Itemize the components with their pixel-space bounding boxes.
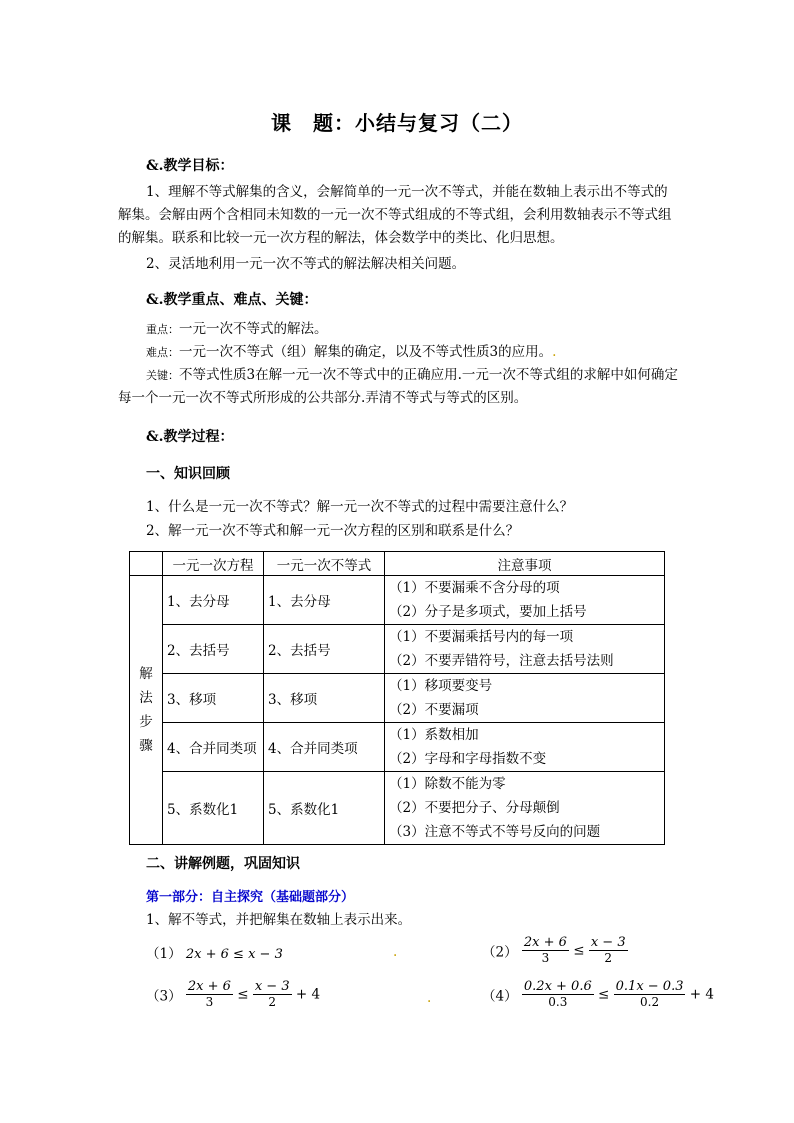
fraction: $\frac{x - 3}{2}$ (254, 979, 290, 1009)
step-notes: （1）系数相加 （2）字母和字母指数不变 (385, 723, 665, 772)
steps-table (129, 551, 665, 845)
header-equation: 一元一次方程 (163, 552, 264, 576)
difficulty-text: 一元一次不等式（组）解集的确定，以及不等式性质3的应用。 (179, 344, 553, 360)
section-2-heading: 二、讲解例题，巩固知识 (146, 856, 300, 872)
step-inequality: 4、合并同类项 (264, 723, 385, 772)
key-label: 关键： (146, 369, 179, 382)
step-inequality: 2、去括号 (264, 625, 385, 674)
goals-heading: &.教学目标： (146, 158, 234, 174)
fraction: $\frac{2x + 6}{3}$ (523, 935, 567, 965)
step-notes: （1）移项要变号 （2）不要漏项 (385, 674, 665, 723)
table-row (130, 772, 665, 845)
focus-label: 重点： (146, 323, 179, 336)
step-inequality: 3、移项 (264, 674, 385, 723)
step-notes: （1）除数不能为零 （2）不要把分子、分母颠倒 （3）注意不等式不等号反向的问题 (385, 772, 665, 845)
fraction: $\frac{0.1x - 0.3}{0.2}$ (615, 979, 684, 1009)
process-heading: &.教学过程： (146, 429, 234, 445)
header-inequality: 一元一次不等式 (264, 552, 385, 576)
exercise-1-label: （1） (146, 946, 182, 962)
exercise-4: （4） $\frac{0.2x + 0.6}{0.3}$ ≤ $\frac{0.1x - 0.3}{0.2}$ + 4 (482, 979, 714, 1009)
step-inequality: 5、系数化1 (264, 772, 385, 845)
question-2: 2、解一元一次不等式和解一元一次方程的区别和联系是什么？ (146, 523, 520, 539)
table-corner-cell (130, 552, 163, 576)
part-1-heading: 第一部分：自主探究（基础题部分） (146, 890, 355, 905)
table-row (130, 723, 665, 772)
table-row (130, 625, 665, 674)
header-notes: 注意事项 (385, 552, 665, 576)
exercise-1-expression: 2x + 6 ≤ x − 3 (185, 947, 283, 962)
step-equation: 2、去括号 (163, 625, 264, 674)
table-row (130, 576, 665, 625)
exercise-4-label: （4） (482, 988, 518, 1005)
task-1: 1、解不等式，并把解集在数轴上表示出来。 (146, 912, 412, 928)
fraction: $\frac{0.2x + 0.6}{0.3}$ (523, 979, 592, 1009)
table-row (130, 674, 665, 723)
goals-paragraph-1: 1、理解不等式解集的含义，会解简单的一元一次不等式，并能在数轴上表示出不等式的解集。会解由两个含相同未知数的一元一次不等式组成的不等式组，会利用数轴表示不等式组的解集。联系和比较一元一次方程的解法，体会数学中的类比、化归思想。 (118, 184, 672, 246)
exercise-3: （3） $\frac{2x + 6}{3}$ ≤ $\frac{x - 3}{2}$ + 4 (146, 979, 321, 1009)
key-line (118, 364, 678, 410)
keys-heading: &.教学重点、难点、关键： (146, 292, 318, 308)
difficulty-label: 难点： (146, 346, 179, 359)
step-notes: （1）不要漏乘括号内的每一项 （2）不要弄错符号，注意去括号法则 (385, 625, 665, 674)
step-equation: 1、去分母 (163, 576, 264, 625)
exercise-3-label: （3） (146, 988, 182, 1005)
section-1-heading: 一、知识回顾 (146, 466, 230, 482)
focus-line (146, 318, 328, 341)
exercise-2-label: （2） (482, 944, 518, 961)
difficulty-line: 难点：一元一次不等式（组）解集的确定，以及不等式性质3的应用。. (146, 344, 557, 360)
fraction: $\frac{x - 3}{2}$ (590, 935, 626, 965)
step-notes: （1）不要漏乘不含分母的项 （2）分子是多项式，要加上括号 (385, 576, 665, 625)
fraction: $\frac{2x + 6}{3}$ (187, 979, 231, 1009)
exercise-2: （2） $\frac{2x + 6}{3}$ ≤ $\frac{x - 3}{2}$ (482, 935, 626, 965)
step-inequality: 1、去分母 (264, 576, 385, 625)
question-1: 1、什么是一元一次不等式？解一元一次不等式的过程中需要注意什么？ (146, 499, 574, 515)
focus-text: 一元一次不等式的解法。 (179, 321, 328, 337)
side-label: 解 法 步 骤 (130, 576, 163, 845)
step-equation: 4、合并同类项 (163, 723, 264, 772)
key-text: 不等式性质3在解一元一次不等式中的正确应用.一元一次不等式组的求解中如何确定每一个一元一次不等式所形成的公共部分.弄清不等式与等式的区别。 (118, 367, 678, 406)
page-title: 课 题：小结与复习（二） (271, 111, 523, 135)
goals-paragraph-2: 2、灵活地利用一元一次不等式的解法解决相关问题。 (146, 256, 466, 272)
table-header-row (130, 552, 665, 576)
step-equation: 3、移项 (163, 674, 264, 723)
step-equation: 5、系数化1 (163, 772, 264, 845)
exercise-1 (146, 942, 283, 962)
